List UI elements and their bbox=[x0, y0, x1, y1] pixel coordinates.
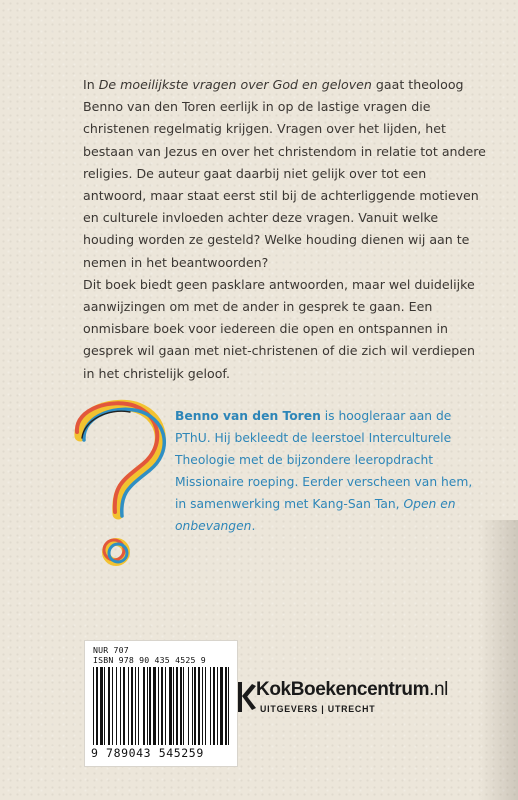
other-book-title: Open en onbevangen bbox=[175, 497, 456, 533]
author-bio: Benno van den Toren is hoogleraar aan de PThU. Hij bekleedt de leerstoel Interculturele Theologie met de bijzondere leeropdracht Missionaire roeping. Eerder verscheen van hem, in samenwerking met Kang-San Tan, Open en onbevangen. bbox=[175, 409, 473, 533]
barcode-bars bbox=[91, 667, 233, 747]
page-edge-shadow bbox=[478, 520, 518, 800]
barcode-digits: 9 789043 545259 bbox=[91, 746, 204, 760]
blurb-text bbox=[83, 74, 488, 385]
kok-boekencentrum-logo-icon bbox=[236, 680, 258, 714]
isbn-barcode bbox=[84, 640, 238, 767]
isbn-number: ISBN 978 90 435 4525 9 bbox=[93, 655, 206, 665]
author-name: Benno van den Toren bbox=[175, 409, 321, 423]
nur-code: NUR 707 bbox=[93, 645, 129, 655]
question-mark-icon bbox=[64, 396, 176, 576]
blurb-paragraph-1: In De moeilijkste vragen over God en geloven gaat theoloog Benno van den Toren eerlijk in op de lastige vragen die christenen regelmatig krijgen. Vragen over het lijden, het bestaan van Jezus en over het christendom in relatie tot andere religies. De auteur gaat daarbij niet gelijk over tot een antwoord, maar staat eerst stil bij de achterliggende motieven en culturele invloeden achter deze vragen. Vanuit welke houding worden ze gesteld? Welke houding dienen wij aan te nemen in het beantwoorden? bbox=[83, 77, 486, 270]
publisher-name: KokBoekencentrum.nl bbox=[256, 679, 448, 700]
book-title: De moeilijkste vragen over God en geloven bbox=[98, 77, 372, 92]
blurb-paragraph-2: Dit boek biedt geen pasklare antwoorden, maar wel duidelijke aanwijzingen om met de ander in gesprek te gaan. Een onmisbare boek voor iedereen die open en ontspannen in gesprek wil gaan met niet-christenen of die zich wil verdiepen in het christelijk geloof. bbox=[83, 276, 475, 381]
publisher-subtitle: UITGEVERS | UTRECHT bbox=[260, 704, 376, 714]
